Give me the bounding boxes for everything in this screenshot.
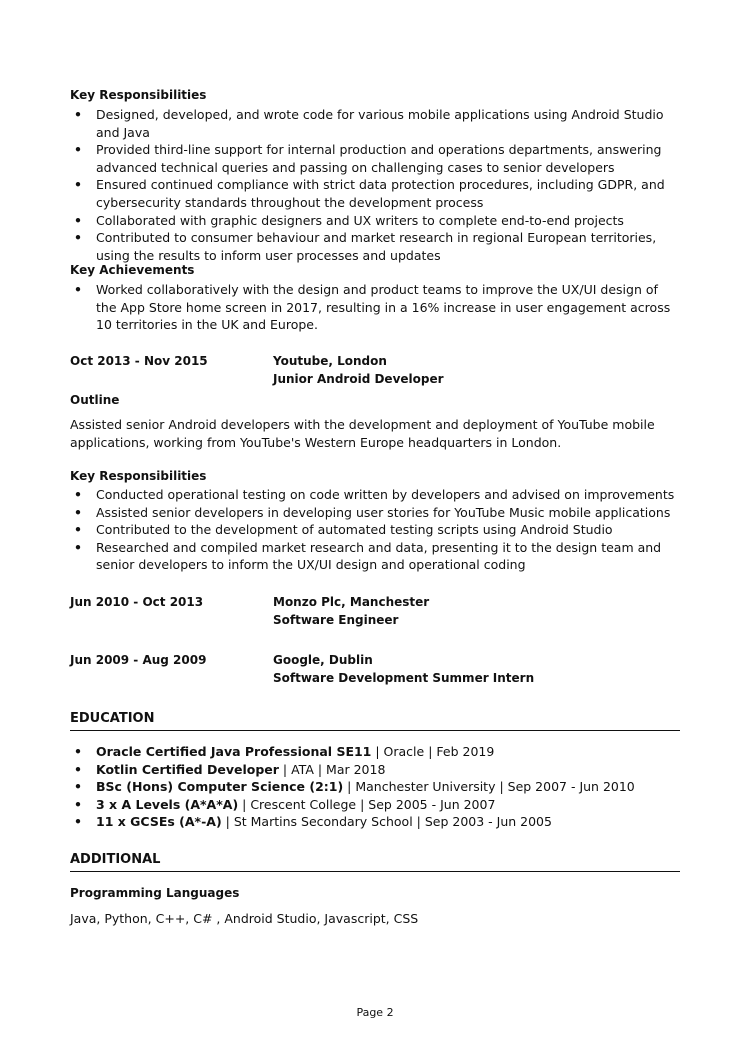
list-item: • Ensured continued compliance with strict data protection procedures, including GDPR, and cybersecurity standards throughout the development process bbox=[70, 176, 680, 211]
list-item bbox=[70, 778, 680, 796]
job-company: Google, Dublin bbox=[273, 653, 373, 667]
list-item: • Contributed to consumer behaviour and market research in regional European territories, using the results to inform user processes and updates bbox=[70, 229, 680, 264]
key-responsibilities-heading: Key Responsibilities bbox=[70, 469, 207, 483]
list-item: • Worked collaboratively with the design and product teams to improve the UX/UI design of the App Store home screen in 2017, resulting in a 16% increase in user engagement across 10 territories in the UK and Europe. bbox=[70, 281, 680, 334]
education-details: | Crescent College | Sep 2005 - Jun 2007 bbox=[238, 796, 496, 812]
job-dates: Jun 2009 - Aug 2009 bbox=[70, 653, 207, 667]
education-qualification: Oracle Certified Java Professional SE11 bbox=[96, 744, 372, 759]
job-title: Junior Android Developer bbox=[273, 372, 444, 386]
list-item: • Designed, developed, and wrote code for various mobile applications using Android Studio and Java bbox=[70, 106, 680, 141]
list-item: • Contributed to the development of automated testing scripts using Android Studio bbox=[70, 521, 680, 539]
education-qualification: BSc (Hons) Computer Science (2:1) bbox=[96, 779, 344, 795]
education-section-title: EDUCATION bbox=[70, 711, 680, 731]
key-responsibilities-heading: Key Responsibilities bbox=[70, 88, 207, 102]
role2-responsibilities-list bbox=[70, 486, 680, 574]
list-item: • Collaborated with graphic designers and UX writers to complete end-to-end projects bbox=[70, 212, 680, 230]
page-number: Page 2 bbox=[356, 1006, 394, 1019]
list-item: • Conducted operational testing on code written by developers and advised on improvements bbox=[70, 486, 680, 504]
job-title: Software Development Summer Intern bbox=[273, 671, 535, 685]
education-qualification: 11 x GCSEs (A*-A) bbox=[96, 814, 222, 830]
outline-heading: Outline bbox=[70, 393, 120, 407]
job-dates: Oct 2013 - Nov 2015 bbox=[70, 354, 208, 368]
list-item bbox=[70, 761, 680, 779]
list-item bbox=[70, 743, 680, 761]
outline-text: Assisted senior Android developers with the development and deployment of YouTube mobile applications, working from YouTube's Western Europe headquarters in London. bbox=[70, 417, 655, 450]
education-details: | St Martins Secondary School | Sep 2003 - Jun 2005 bbox=[221, 814, 552, 830]
education-details: | Oracle | Feb 2019 bbox=[371, 744, 495, 759]
education-details: | ATA | Mar 2018 bbox=[278, 761, 386, 777]
list-item: • Provided third-line support for internal production and operations departments, answering advanced technical queries and passing on challenging cases to senior developers bbox=[70, 141, 680, 176]
key-achievements-heading: Key Achievements bbox=[70, 263, 195, 277]
programming-languages-text: Java, Python, C++, C# , Android Studio, Javascript, CSS bbox=[70, 911, 419, 926]
job-company: Monzo Plc, Manchester bbox=[273, 595, 430, 609]
role1-achievements-list bbox=[70, 281, 680, 334]
education-list bbox=[70, 743, 680, 831]
job-title: Software Engineer bbox=[273, 613, 399, 627]
job-dates: Jun 2010 - Oct 2013 bbox=[70, 595, 204, 609]
programming-languages-heading: Programming Languages bbox=[70, 886, 240, 900]
list-item: • Researched and compiled market research and data, presenting it to the design team and senior developers to inform the UX/UI design and operational coding bbox=[70, 539, 680, 574]
additional-section-title: ADDITIONAL bbox=[70, 852, 680, 872]
list-item: • Assisted senior developers in developing user stories for YouTube Music mobile applications bbox=[70, 504, 680, 522]
list-item bbox=[70, 813, 680, 831]
job-company: Youtube, London bbox=[273, 354, 387, 368]
education-details: | Manchester University | Sep 2007 - Jun 2010 bbox=[343, 779, 635, 795]
education-qualification: Kotlin Certified Developer bbox=[96, 761, 279, 777]
education-qualification: 3 x A Levels (A*A*A) bbox=[96, 796, 239, 812]
list-item bbox=[70, 796, 680, 814]
role1-responsibilities-list bbox=[70, 106, 680, 264]
